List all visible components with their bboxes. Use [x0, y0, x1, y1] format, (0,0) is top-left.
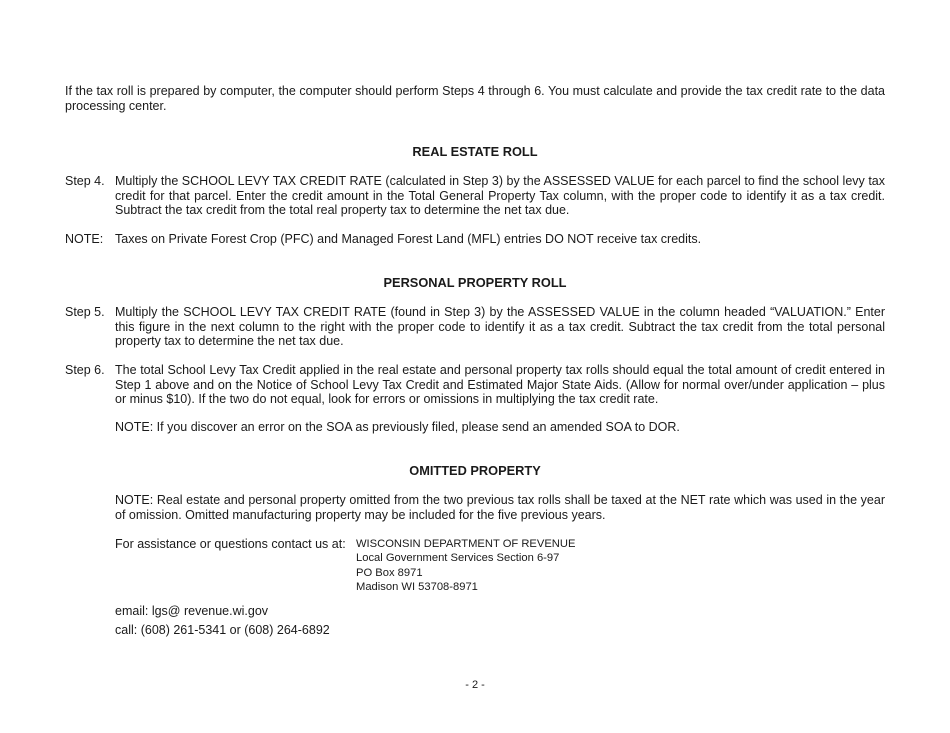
intro-paragraph: If the tax roll is prepared by computer, the computer should perform Steps 4 through 6. You must calculate and provide the tax credit rate to the data processing center.: [65, 84, 885, 113]
omitted-note: NOTE: Real estate and personal property omitted from the two previous tax rolls shall be taxed at the NET rate which was used in the year of omission. Omitted manufacturing property may be included for the five previous years.: [115, 493, 885, 522]
address-line-3: PO Box 8971: [356, 566, 423, 579]
personal-property-heading: PERSONAL PROPERTY ROLL: [383, 275, 567, 290]
page-number: - 2 -: [465, 679, 485, 691]
contact-email: email: lgs@ revenue.wi.gov: [115, 604, 269, 618]
contact-address: [356, 537, 575, 594]
step6-label: Step 6.: [65, 363, 105, 377]
address-line-1: WISCONSIN DEPARTMENT OF REVENUE: [356, 538, 576, 550]
soa-note: NOTE: If you discover an error on the SOA as previously filed, please send an amended SOA to DOR.: [115, 420, 680, 434]
contact-phone: call: (608) 261-5341 or (608) 264-6892: [115, 623, 330, 637]
real-estate-heading: REAL ESTATE ROLL: [412, 144, 538, 159]
omitted-property-heading: OMITTED PROPERTY: [409, 463, 541, 478]
step6-text: The total School Levy Tax Credit applied in the real estate and personal property tax rolls should equal the total amount of credit entered in Step 1 above and on the Notice of School Levy Tax Credit and Estimated Major State Aids. (Allow for normal over/under application – plus or minus $10). If the two do not equal, look for errors or omissions in multiplying the tax credit rate.: [115, 363, 885, 407]
contact-label: For assistance or questions contact us at:: [115, 537, 346, 551]
real-estate-note-text: Taxes on Private Forest Crop (PFC) and Managed Forest Land (MFL) entries DO NOT receive tax credits.: [115, 232, 702, 246]
real-estate-note-label: NOTE:: [65, 232, 104, 246]
step4-label: Step 4.: [65, 174, 105, 188]
address-line-4: Madison WI 53708-8971: [356, 580, 478, 593]
step4-text: Multiply the SCHOOL LEVY TAX CREDIT RATE (calculated in Step 3) by the ASSESSED VALUE for each parcel to find the school levy tax credit for that parcel. Enter the credit amount in the Total General Property Tax column, with the proper code to identify it as a tax credit. Subtract the tax credit from the total real property tax to determine the net tax due.: [115, 174, 885, 218]
address-line-2: Local Government Services Section 6-97: [356, 552, 560, 565]
step5-label: Step 5.: [65, 305, 105, 319]
step5-text: Multiply the SCHOOL LEVY TAX CREDIT RATE (found in Step 3) by the ASSESSED VALUE in the column headed “VALUATION.” Enter this figure in the next column to the right with the proper code to identify it as a tax credit. Subtract the tax credit from the total personal property tax to determine the net tax due.: [115, 305, 885, 349]
